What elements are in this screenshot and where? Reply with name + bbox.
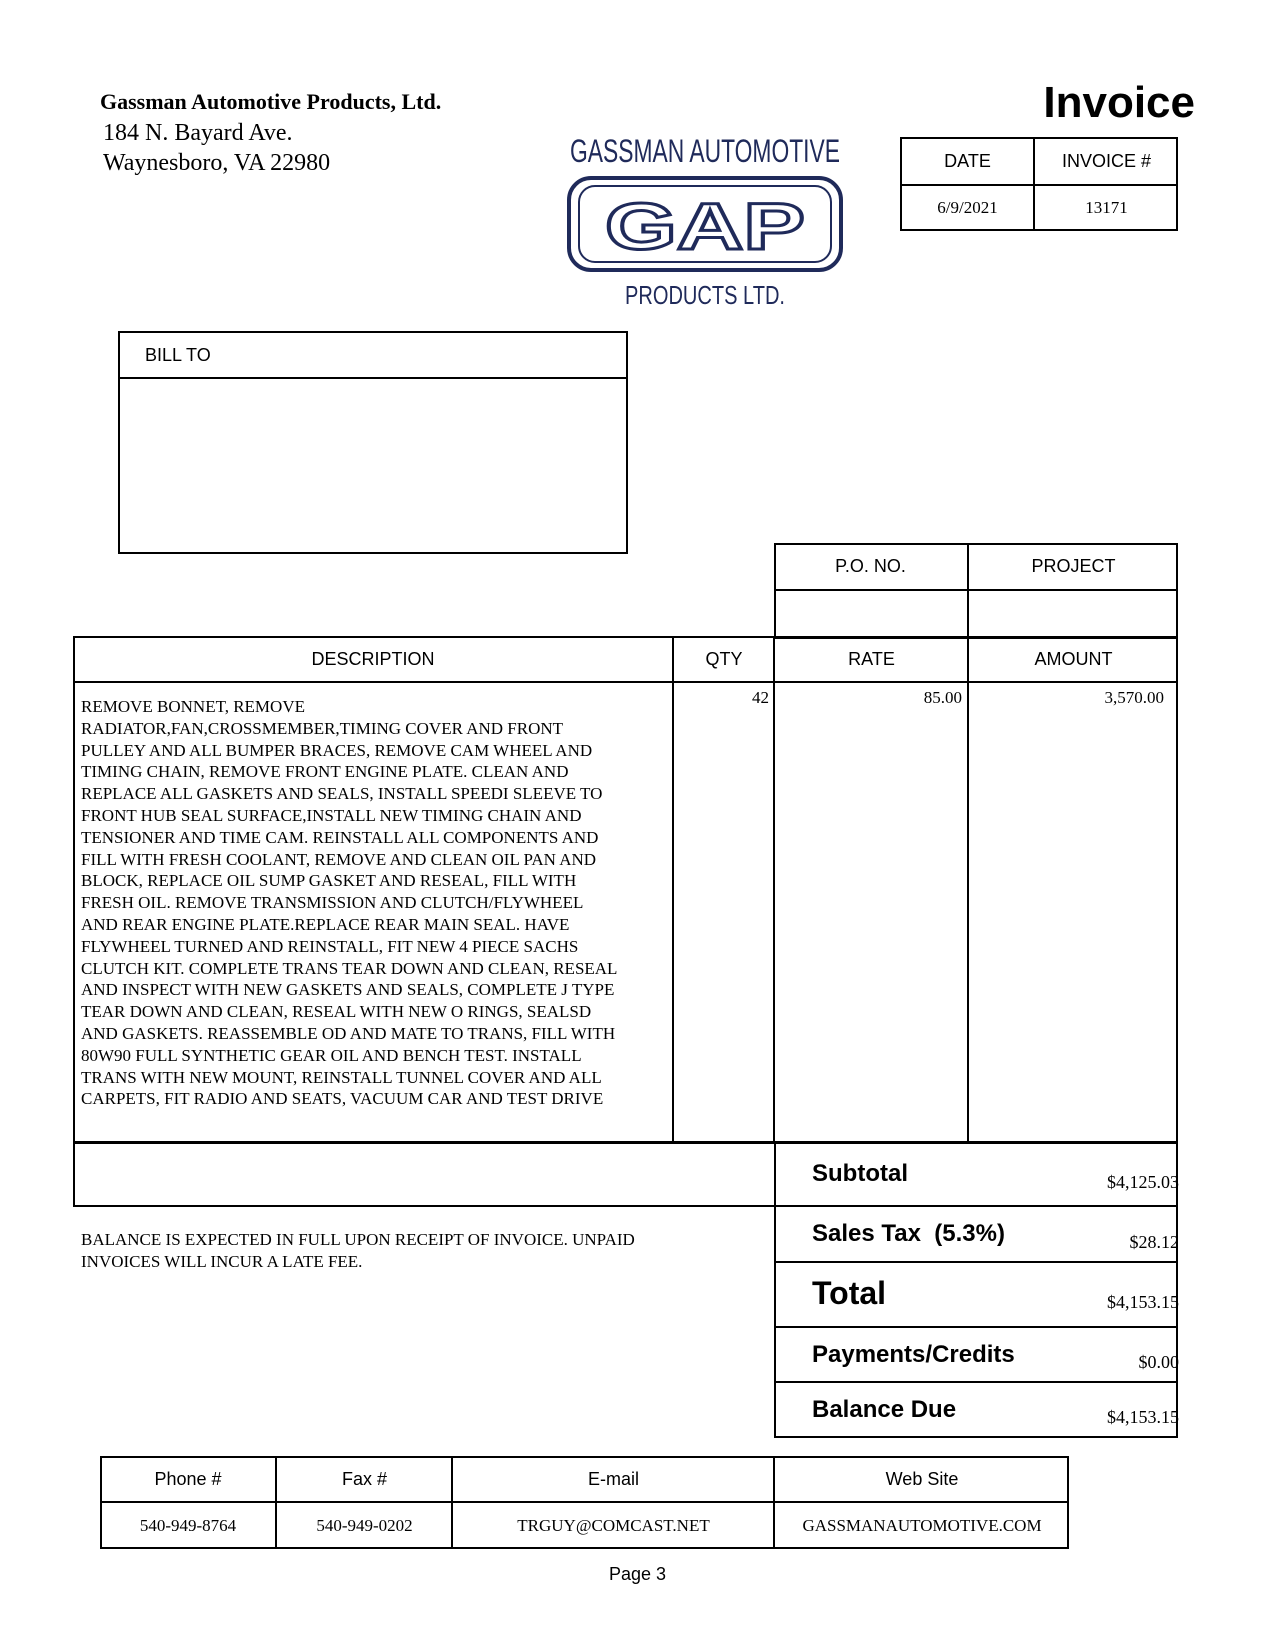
phone-header: Phone # [154,1468,222,1489]
invoice-date: 6/9/2021 [937,198,998,217]
date-header: DATE [944,150,991,171]
payments-credits-label: Payments/Credits [812,1341,1015,1368]
company-address-line2: Waynesboro, VA 22980 [103,150,331,176]
description-header: DESCRIPTION [311,648,435,669]
qty-header: QTY [705,648,743,669]
payments-credits-value: $0.00 [1138,1352,1179,1372]
company-logo [555,128,855,316]
payment-terms: BALANCE IS EXPECTED IN FULL UPON RECEIPT OF INVOICE. UNPAID INVOICES WILL INCUR A LATE FEE. [81,1230,635,1271]
email-header: E-mail [587,1468,639,1489]
subtotal-value: $4,125.03 [1107,1172,1179,1192]
bill-to-label: BILL TO [145,345,211,365]
amount-header: AMOUNT [1034,648,1113,669]
website-header: Web Site [885,1468,959,1489]
total-label: Total [812,1275,887,1311]
logo-bottom-text: PRODUCTS LTD. [625,280,785,310]
company-address-line1: 184 N. Bayard Ave. [103,120,293,146]
sales-tax-label: Sales Tax (5.3%) [812,1220,1005,1247]
subtotal-label: Subtotal [812,1160,908,1187]
line-item-qty: 42 [752,688,769,707]
invoice-number-header: INVOICE # [1061,150,1152,171]
rate-header: RATE [848,648,895,669]
balance-due-value: $4,153.15 [1107,1407,1179,1427]
fax-header: Fax # [341,1468,388,1489]
po-number-header: P.O. NO. [835,556,906,576]
logo-top-text: GASSMAN AUTOMOTIVE [570,133,840,169]
document-title: Invoice [1043,78,1195,127]
line-item-rate: 85.00 [923,688,962,707]
phone-value: 540-949-8764 [139,1515,237,1535]
email-value: TRGUY@COMCAST.NET [517,1515,710,1535]
website-value: GASSMANAUTOMOTIVE.COM [802,1515,1042,1535]
line-item-amount: 3,570.00 [1104,688,1164,707]
fax-value: 540-949-0202 [316,1515,413,1535]
company-name: Gassman Automotive Products, Ltd. [100,89,442,114]
logo-center-text: GAP [605,189,805,263]
page-number: Page 3 [608,1564,667,1584]
project-header: PROJECT [1031,556,1116,576]
total-value: $4,153.15 [1107,1292,1179,1312]
line-item-description: REMOVE BONNET, REMOVE RADIATOR,FAN,CROSSMEMBER,TIMING COVER AND FRONT PULLEY AND ALL BUMPER BRACES, REMOVE CAM WHEEL AND TIMING CHAIN, REMOVE FRONT ENGINE PLATE. CLEAN AND REPLACE ALL GASKETS AND SEALS, INSTALL SPEEDI SLEEVE TO FRONT HUB SEAL SURFACE,INSTALL NEW TIMING CHAIN AND TENSIONER AND TIME CAM. REINSTALL ALL COMPONENTS AND FILL WITH FRESH COOLANT, REMOVE AND CLEAN OIL PAN AND BLOCK, REPLACE OIL SUMP GASKET AND RESEAL, FILL WITH FRESH OIL. REMOVE TRANSMISSION AND CLUTCH/FLYWHEEL AND REAR ENGINE PLATE.REPLACE REAR MAIN SEAL. HAVE FLYWHEEL TURNED AND REINSTALL, FIT NEW 4 PIECE SACHS CLUTCH KIT. COMPLETE TRANS TEAR DOWN AND CLEAN, RESEAL AND INSPECT WITH NEW GASKETS AND SEALS, COMPLETE J TYPE TEAR DOWN AND CLEAN, RESEAL WITH NEW O RINGS, SEALSD AND GASKETS. REASSEMBLE OD AND MATE TO TRANS, FILL WITH 80W90 FULL SYNTHETIC GEAR OIL AND BENCH TEST. INSTALL TRANS WITH NEW MOUNT, REINSTALL TUNNEL COVER AND ALL CARPETS, FIT RADIO AND SEATS, VACUUM CAR AND TEST DRIVE [81,697,618,1109]
invoice-number: 13171 [1085,198,1128,217]
sales-tax-value: $28.12 [1129,1232,1179,1252]
notes-box [73,1141,776,1207]
balance-due-label: Balance Due [812,1396,957,1423]
